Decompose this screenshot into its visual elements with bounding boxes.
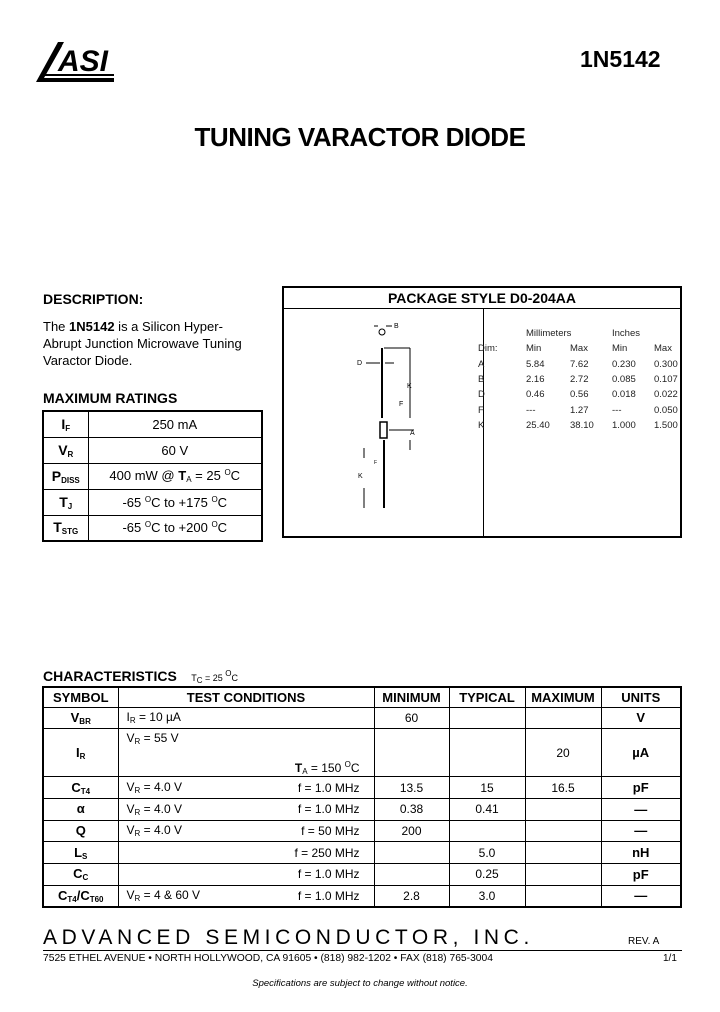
symbol-cell: $V_{BR}$ <box>43 707 118 729</box>
symbol-cell: α <box>43 798 118 820</box>
svg-text:F: F <box>374 460 378 466</box>
max-ratings-heading: MAXIMUM RATINGS <box>43 390 178 406</box>
minimum-cell: 13.5 <box>374 777 449 799</box>
typical-cell <box>449 707 525 729</box>
table-row: D 0.46 0.56 0.018 0.022 <box>478 389 678 401</box>
test-conditions-cell: f = 250 MHz <box>118 842 374 864</box>
document-title: TUNING VARACTOR DIODE <box>194 122 526 152</box>
typical-cell: 3.0 <box>449 885 525 907</box>
units-cell: pF <box>601 863 681 885</box>
minimum-cell <box>374 863 449 885</box>
table-row: $V_R$ 60 V <box>43 437 262 463</box>
svg-text:K: K <box>358 473 363 480</box>
svg-text:D: D <box>357 360 363 367</box>
maximum-cell: 16.5 <box>525 777 601 799</box>
table-row: F --- 1.27 --- 0.050 <box>478 404 678 416</box>
units-cell: nH <box>601 842 681 864</box>
maximum-cell <box>525 798 601 820</box>
symbol-cell: $I_R$ <box>43 729 118 777</box>
test-conditions-cell: $V_R = 4.0$ V f = 1.0 MHz <box>118 798 374 820</box>
units-cell: µA <box>601 729 681 777</box>
units-cell: pF <box>601 777 681 799</box>
test-conditions-cell: $V_R = 4$ & 60 V f = 1.0 MHz <box>118 885 374 907</box>
maximum-cell <box>525 820 601 842</box>
units-cell: — <box>601 798 681 820</box>
characteristics-heading: CHARACTERISTICS $T_C = 25$ $^O$C <box>43 668 239 685</box>
minimum-cell: 2.8 <box>374 885 449 907</box>
maximum-cell <box>525 885 601 907</box>
test-conditions-cell: f = 1.0 MHz <box>118 863 374 885</box>
max-ratings-table <box>42 410 263 542</box>
test-conditions-cell: $V_R = 55$ V $T_A = 150$ $^O$C <box>118 729 374 777</box>
package-box <box>282 286 682 538</box>
company-address: 7525 ETHEL AVENUE • NORTH HOLLYWOOD, CA 91605 • (818) 982-1202 • FAX (818) 765-3004 <box>43 953 493 964</box>
table-row <box>43 842 681 864</box>
svg-text:ASI: ASI <box>58 45 109 78</box>
svg-text:F: F <box>399 401 404 408</box>
svg-text:K: K <box>407 383 412 390</box>
symbol-cell: Q <box>43 820 118 842</box>
test-conditions-cell: $V_R = 4.0$ V f = 50 MHz <box>118 820 374 842</box>
symbol-cell: $C_{T4}$ <box>43 777 118 799</box>
typical-cell: 5.0 <box>449 842 525 864</box>
test-conditions-cell: $V_R = 4.0$ V f = 1.0 MHz <box>118 777 374 799</box>
table-row <box>43 885 681 907</box>
table-row: B 2.16 2.72 0.085 0.107 <box>478 374 678 386</box>
company-name: ADVANCED SEMICONDUCTOR, INC. <box>43 926 534 949</box>
minimum-cell: 200 <box>374 820 449 842</box>
table-row: $I_F$ 250 mA <box>43 411 262 437</box>
revision: REV. A <box>628 936 660 947</box>
maximum-cell: 20 <box>525 729 601 777</box>
footer-rule <box>43 950 682 951</box>
description-heading: DESCRIPTION: <box>43 291 144 307</box>
units-cell: V <box>601 707 681 729</box>
typical-cell: 15 <box>449 777 525 799</box>
table-row <box>43 863 681 885</box>
package-outline-drawing <box>344 318 424 518</box>
minimum-cell <box>374 842 449 864</box>
minimum-cell <box>374 729 449 777</box>
symbol-cell: $C_{T4}/C_{T60}$ <box>43 885 118 907</box>
typical-cell: 0.25 <box>449 863 525 885</box>
table-row <box>43 798 681 820</box>
disclaimer: Specifications are subject to change without notice. <box>252 978 468 989</box>
svg-text:A: A <box>410 430 415 437</box>
units-cell: — <box>601 885 681 907</box>
symbol-cell: $L_S$ <box>43 842 118 864</box>
units-cell: — <box>601 820 681 842</box>
symbol-cell: $C_C$ <box>43 863 118 885</box>
svg-text:B: B <box>394 323 399 330</box>
minimum-cell: 0.38 <box>374 798 449 820</box>
minimum-cell: 60 <box>374 707 449 729</box>
maximum-cell <box>525 863 601 885</box>
typical-cell <box>449 729 525 777</box>
table-row: $T_{STG}$ -65 $^O$C to +200 $^O$C <box>43 515 262 541</box>
table-row: A 5.84 7.62 0.230 0.300 <box>478 358 678 370</box>
page-number: 1/1 <box>663 953 677 964</box>
table-row <box>43 707 681 729</box>
dimensions-table: Millimeters Inches Dim: Min Max Min Max A 5.84 7.62 0.230 0.300 B 2.16 2.72 0.085 0.107 D 0.46 0.56 0.018 0.022 F --- 1.27 --- 0.050 K 25.40 38.10 1.000 1.500 <box>478 326 678 433</box>
table-row: $T_J$ -65 $^O$C to +175 $^O$C <box>43 489 262 515</box>
typical-cell: 0.41 <box>449 798 525 820</box>
table-row: $P_{DISS}$ 400 mW @ $T_A = 25$ $^O$C <box>43 463 262 489</box>
typical-cell <box>449 820 525 842</box>
table-row <box>43 820 681 842</box>
characteristics-table: SYMBOL TEST CONDITIONS MINIMUM TYPICAL MAXIMUM UNITS $V_{BR}$ $I_R = 10$ µA 60 V $I_R$ $V_R = 55$ V $T_A = 150$ $^O$C 20 µA $C_{T4}$ $V_R = 4.0$ V f = 1.0 MHz 13.5 15 16.5 pF α $V_R = 4.0$ V f = 1.0 MHz 0.38 0.41 — Q $V_R = 4.0$ V f = 50 MHz 200 — $L_S$ f = 250 MHz 5.0 nH $C_C$ f = 1.0 MHz 0.25 pF $C_{T4}/C_{T60}$ $V_R = 4$ & 60 V f = 1.0 MHz 2.8 3.0 — <box>42 686 682 908</box>
part-number: 1N5142 <box>580 46 661 72</box>
package-title: PACKAGE STYLE D0-204AA <box>284 288 680 309</box>
table-row: K 25.40 38.10 1.000 1.500 <box>478 419 678 431</box>
description-text: The 1N5142 is a Silicon Hyper- Abrupt Junction Microwave Tuning Varactor Diode. <box>43 319 242 368</box>
table-row <box>43 729 681 777</box>
maximum-cell <box>525 707 601 729</box>
asi-logo <box>34 40 116 84</box>
test-conditions-cell: $I_R = 10$ µA <box>118 707 374 729</box>
table-row <box>43 777 681 799</box>
maximum-cell <box>525 842 601 864</box>
